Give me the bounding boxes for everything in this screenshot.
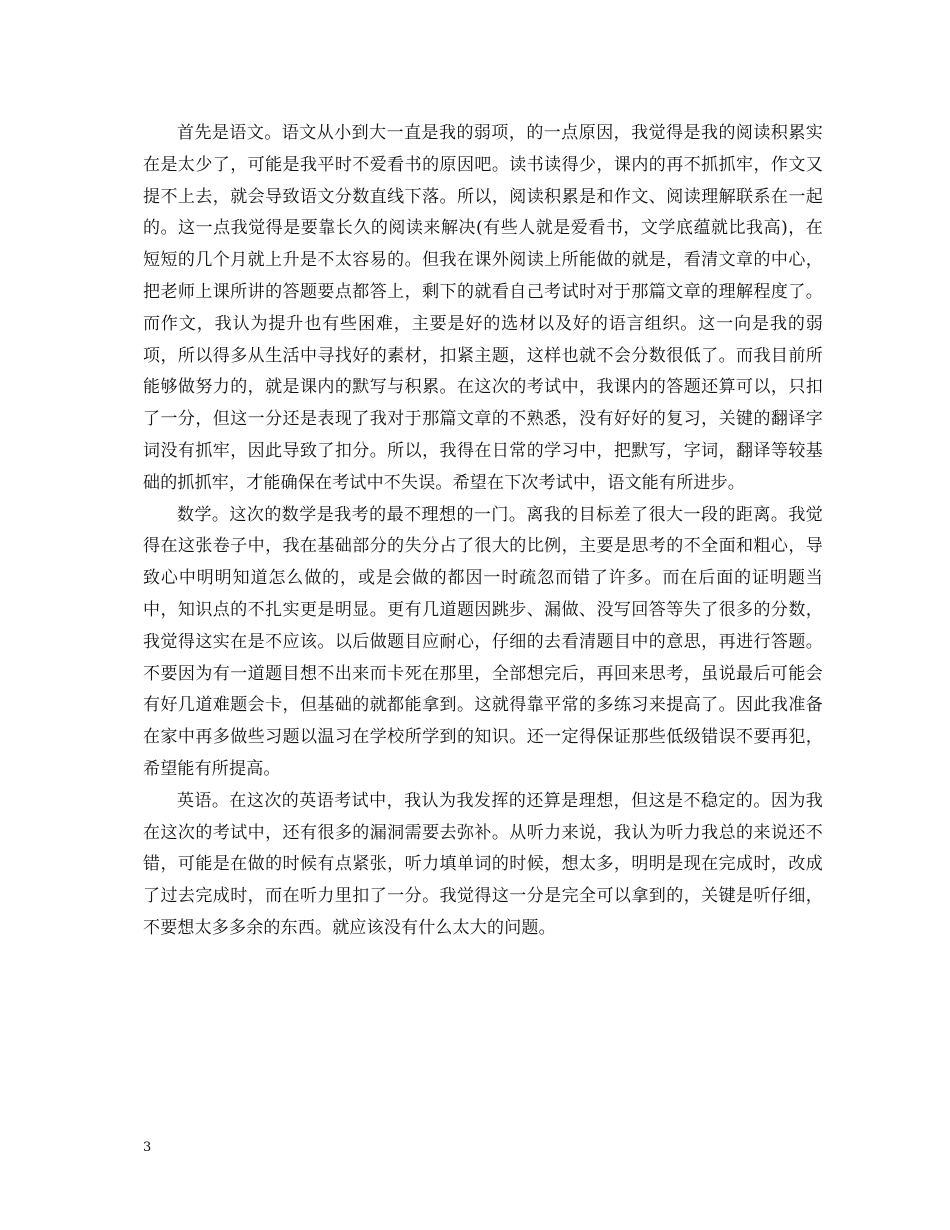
page-number: 3	[143, 1140, 152, 1155]
paragraph-english: 英语。在这次的英语考试中，我认为我发挥的还算是理想，但这是不稳定的。因为我在这次的考试中，还有很多的漏洞需要去弥补。从听力来说，我认为听力我总的来说还不错，可能是在做的时候有点紧张，听力填单词的时候，想太多，明明是现在完成时，改成了过去完成时，而在听力里扣了一分。我觉得这一分是完全可以拿到的，关键是听仔细，不要想太多多余的东西。就应该没有什么太大的问题。	[143, 790, 823, 938]
paragraph-math: 数学。这次的数学是我考的最不理想的一门。离我的目标差了很大一段的距离。我觉得在这张卷子中，我在基础部分的失分占了很大的比例，主要是思考的不全面和粗心，导致心中明明知道怎么做的，或是会做的都因一时疏忽而错了许多。而在后面的证明题当中，知识点的不扎实更是明显。更有几道题因跳步、漏做、没写回答等失了很多的分数，我觉得这实在是不应该。以后做题目应耐心，仔细的去看清题目中的意思，再进行答题。不要因为有一道题目想不出来而卡死在那里，全部想完后，再回来思考，虽说最后可能会有好几道难题会卡，但基础的就都能拿到。这就得靠平常的多练习来提高了。因此我准备在家中再多做些习题以温习在学校所学到的知识。还一定得保证那些低级错误不要再犯，希望能有所提高。	[143, 504, 823, 779]
body-text	[143, 118, 823, 945]
paragraph-chinese: 首先是语文。语文从小到大一直是我的弱项，的一点原因，我觉得是我的阅读积累实在是太少了，可能是我平时不爱看书的原因吧。读书读得少，课内的再不抓抓牢，作文又提不上去，就会导致语文分数直线下落。所以，阅读积累是和作文、阅读理解联系在一起的。这一点我觉得是要靠长久的阅读来解决(有些人就是爱看书，文学底蕴就比我高)，在短短的几个月就上升是不太容易的。但我在课外阅读上所能做的就是，看清文章的中心，把老师上课所讲的答题要点都答上，剩下的就看自己考试时对于那篇文章的理解程度了。而作文，我认为提升也有些困难，主要是好的选材以及好的语言组织。这一向是我的弱项，所以得多从生活中寻找好的素材，扣紧主题，这样也就不会分数很低了。而我目前所能够做努力的，就是课内的默写与积累。在这次的考试中，我课内的答题还算可以，只扣了一分，但这一分还是表现了我对于那篇文章的不熟悉，没有好好的复习，关键的翻译字词没有抓牢，因此导致了扣分。所以，我得在日常的学习中，把默写，字词，翻译等较基础的抓抓牢，才能确保在考试中不失误。希望在下次考试中，语文能有所进步。	[143, 123, 823, 493]
